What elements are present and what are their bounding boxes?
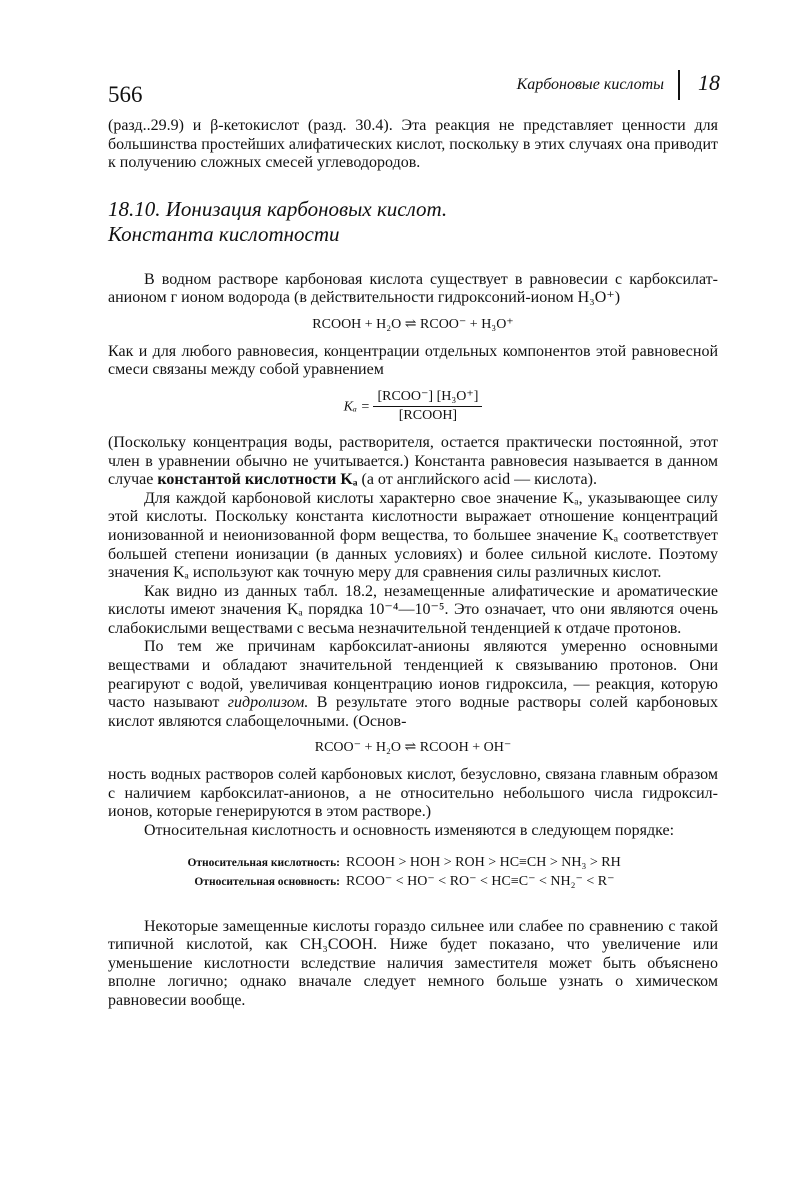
ionization-equation: RCOOH + H₂O ⇌ RCOO⁻ + H₃O⁺ <box>312 316 514 332</box>
basicity-label: Относительная основность: <box>194 876 340 888</box>
section-heading-line1: 18.10. Ионизация карбоновых кислот. <box>108 196 448 221</box>
basicity-row <box>108 873 718 892</box>
header-divider <box>678 70 680 100</box>
term-hydrolysis: гидролизом. <box>227 694 309 712</box>
chapter-number: 18 <box>698 70 720 95</box>
paragraph-acidity-constant-end: (a от английского acid — кислота). <box>361 471 597 489</box>
acidity-series: RCOOH > HOH > ROH > HC≡CH > NH₃ > RH <box>346 855 621 871</box>
acidity-label: Относительная кислотность: <box>187 857 340 870</box>
ka-equation <box>108 388 718 426</box>
paragraph-equilibrium: В водном растворе карбоновая кислота существует в равновесии с карбоксилат-анионом г ионом водорода (в действительности гидроксоний-ионом H₃O⁺) <box>108 270 718 307</box>
paragraph-table-data: Как видно из данных табл. 18.2, незамещенные алифатические и ароматические кислоты имеют значения Kₐ порядка 10⁻⁴—10⁻⁵. Это означает, что они являются очень слабокислыми веществами с весьма незначительной тенденцией к отдаче протонов. <box>108 582 718 637</box>
page-header <box>108 68 720 107</box>
page-number: 566 <box>108 82 143 107</box>
paragraph-acidity-constant-start: (Поскольку концентрация воды, растворителя, остается практически постоянной, этот член в уравнении обычно не учитывается.) Константа равновесия называется в данном случае <box>108 433 718 489</box>
intro-paragraph: (разд..29.9) и β-кетокислот (разд. 30.4). Эта реакция не представляет ценности для большинства простейших алифатических кислот, поскольку в этих случаях она приводит к получению сложных смесей углеводородов. <box>108 117 718 172</box>
ka-numerator: [RCOO⁻] [H₃O⁺] <box>373 388 482 408</box>
paragraph-order: Относительная кислотность и основность изменяются в следующем порядке: <box>144 821 675 839</box>
section-heading <box>108 197 718 247</box>
relative-series <box>108 854 718 891</box>
term-acidity-constant: константой кислотности Kₐ <box>157 471 358 489</box>
page-body <box>108 117 718 1011</box>
paragraph-carboxylate-start: По тем же причинам карбоксилат-анионы являются умеренно основными веществами и обладают значительной тенденцией к связыванию протонов. Они реагируют с водой, увеличивая концентрацию ионов гидроксила, — реакция, которую часто называют <box>108 638 718 712</box>
running-title: Карбоновые кислоты <box>516 76 664 93</box>
paragraph-acidity-constant <box>108 434 718 490</box>
section-heading-line2: Константа кислотности <box>108 221 340 246</box>
ka-symbol: Kₐ = <box>343 399 370 415</box>
acidity-row <box>108 854 718 873</box>
paragraph-basicity: ность водных растворов солей карбоновых кислот, безусловно, связана главным образом с наличием карбоксилат-анионов, а не относительно небольшого числа гидроксил-ионов, которые генерируются в этом растворе.) <box>108 766 718 821</box>
basicity-series: RCOO⁻ < HO⁻ < RO⁻ < HC≡C⁻ < NH₂⁻ < R⁻ <box>346 874 615 889</box>
paragraph-ka-value: Для каждой карбоновой кислоты характерно свое значение Kₐ, указывающее силу этой кислоты. Поскольку константа кислотности выражает отношение концентраций ионизованной и неионизованной форм вещества, то большее значение Kₐ соответствует большей степени ионизации (в данных условиях) и более сильной кислоте. Поэтому значения Kₐ используют как точную меру для сравнения силы различных кислот. <box>108 489 718 582</box>
ka-denominator: [RCOOH] <box>398 408 458 424</box>
paragraph-substituted-acids: Некоторые замещенные кислоты гораздо сильнее или слабее по сравнению с такой типичной кислотой, как CH₃COOH. Ниже будет показано, что увеличение или уменьшение кислотности вследствие наличия заместителя может быть объяснено вполне логично; однако вначале следует немного больше узнать о химическом равновесии вообще. <box>108 917 718 1009</box>
ka-fraction <box>373 388 482 426</box>
paragraph-carboxylate <box>108 638 718 731</box>
hydrolysis-equation: RCOO⁻ + H₂O ⇌ RCOOH + OH⁻ <box>314 740 512 756</box>
paragraph-carboxylate-end: В результате этого водные растворы солей карбоновых кислот являются слабощелочными. (Основ- <box>108 694 719 730</box>
paragraph-concentrations: Как и для любого равновесия, концентрации отдельных компонентов этой равновесной смеси связаны между собой уравнением <box>108 342 718 379</box>
